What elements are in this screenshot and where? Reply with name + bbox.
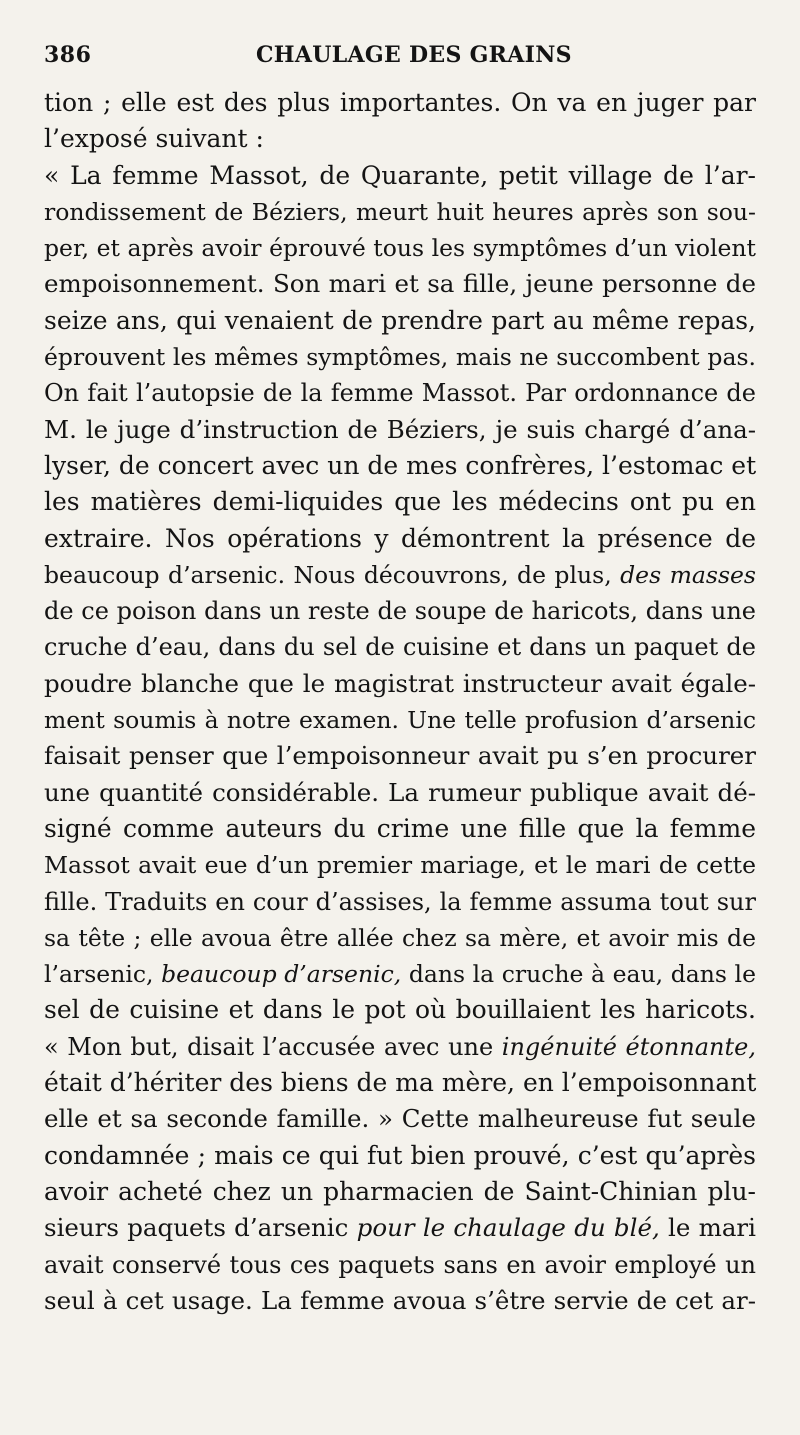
text-line [44, 521, 756, 557]
line-text: M. le juge d’instruction de Béziers, je suis chargé d’ana- [44, 414, 756, 444]
line-text: avoir acheté chez un pharmacien de Saint-Chinian plu- [44, 1176, 756, 1206]
line-text: empoisonnement. Son mari et sa fille, jeune personne de [44, 269, 756, 299]
body-text [44, 85, 756, 1319]
text-line [44, 230, 756, 266]
line-text: rondissement de Béziers, meurt huit heures après son sou- [44, 197, 756, 226]
line-text: lyser, de concert avec un de mes confrères, l’estomac et [44, 450, 756, 480]
line-text: l’arsenic, [44, 960, 154, 989]
text-line [44, 1210, 756, 1246]
line-text: On fait l’autopsie de la femme Massot. Par ordonnance de [44, 379, 756, 408]
line-text: « La femme Massot, de Quarante, petit village de l’ar- [44, 160, 756, 190]
line-text: éprouvent les mêmes symptômes, mais ne succombent pas. [44, 343, 756, 372]
line-text: sieurs paquets d’arsenic [44, 1213, 349, 1243]
text-line [44, 629, 756, 665]
text-line [44, 375, 756, 411]
line-text: ment soumis à notre examen. Une telle profusion d’arsenic [44, 706, 756, 735]
line-text: sa tête ; elle avoua être allée chez sa mère, et avoir mis de [44, 923, 756, 952]
italic-text: beaucoup d’arsenic, [161, 960, 402, 989]
text-line [44, 702, 756, 738]
line-text: était d’hériter des biens de ma mère, en l’empoisonnant [44, 1068, 756, 1098]
text-line [44, 992, 756, 1028]
line-text: tion ; elle est des plus importantes. On va en juger par [44, 88, 756, 117]
text-line [44, 666, 756, 702]
text-line [44, 194, 756, 230]
line-text: elle et sa seconde famille. » Cette malheureuse fut seule [44, 1104, 756, 1134]
line-text: faisait penser que l’empoisonneur avait pu s’en procurer [44, 741, 756, 771]
text-line [44, 448, 756, 484]
line-text: Massot avait eue d’un premier mariage, et le mari de cette [44, 851, 756, 880]
italic-text: ingénuité étonnante, [501, 1032, 756, 1061]
text-line [44, 303, 756, 339]
text-line [44, 484, 756, 520]
line-text: seize ans, qui venaient de prendre part au même repas, [44, 305, 756, 335]
line-text-continued: le mari [668, 1213, 756, 1243]
line-text: per, et après avoir éprouvé tous les symptômes d’un violent [44, 234, 756, 263]
text-line [44, 557, 756, 593]
page-header [44, 36, 756, 78]
line-text: condamnée ; mais ce qui fut bien prouvé, c’est qu’après [44, 1140, 756, 1170]
text-line [44, 884, 756, 920]
text-line [44, 811, 756, 847]
line-text: les matières demi-liquides que les médecins ont pu en [44, 487, 756, 517]
text-line [44, 412, 756, 448]
text-line [44, 1283, 756, 1319]
line-text: extraire. Nos opérations y démontrent la présence de [44, 523, 756, 553]
page-number: 386 [44, 42, 92, 68]
text-line [44, 847, 756, 883]
text-line [44, 1065, 756, 1101]
italic-text: des masses [620, 560, 756, 589]
line-text: l’exposé suivant : [44, 124, 264, 154]
line-text: signé comme auteurs du crime une fille que la femme [44, 813, 756, 843]
text-line [44, 738, 756, 774]
text-line [44, 1029, 756, 1065]
text-line [44, 956, 756, 992]
line-text: seul à cet usage. La femme avoua s’être servie de cet ar- [44, 1285, 756, 1315]
running-head: CHAULAGE DES GRAINS [256, 42, 572, 68]
text-line [44, 1101, 756, 1137]
line-text: avait conservé tous ces paquets sans en avoir employé un [44, 1250, 756, 1279]
text-line [44, 593, 756, 629]
text-line [44, 1174, 756, 1210]
text-line [44, 1138, 756, 1174]
line-text: poudre blanche que le magistrat instructeur avait égale- [44, 668, 756, 698]
line-text: « Mon but, disait l’accusée avec une [44, 1032, 494, 1061]
line-text: sel de cuisine et dans le pot où bouillaient les haricots. [44, 995, 756, 1025]
text-line [44, 121, 756, 157]
line-text: beaucoup d’arsenic. Nous découvrons, de plus, [44, 560, 612, 589]
line-text: de ce poison dans un reste de soupe de haricots, dans une [44, 597, 756, 626]
line-text: cruche d’eau, dans du sel de cuisine et dans un paquet de [44, 633, 756, 662]
text-line [44, 1247, 756, 1283]
line-text-continued: dans la cruche à eau, dans le [408, 960, 756, 989]
text-line [44, 158, 756, 194]
line-text: fille. Traduits en cour d’assises, la femme assuma tout sur [44, 887, 756, 916]
italic-text: pour le chaulage du blé, [356, 1213, 660, 1243]
text-line [44, 920, 756, 956]
line-text: une quantité considérable. La rumeur publique avait dé- [44, 777, 756, 807]
text-line [44, 266, 756, 302]
text-line [44, 775, 756, 811]
text-line [44, 339, 756, 375]
text-line [44, 85, 756, 121]
